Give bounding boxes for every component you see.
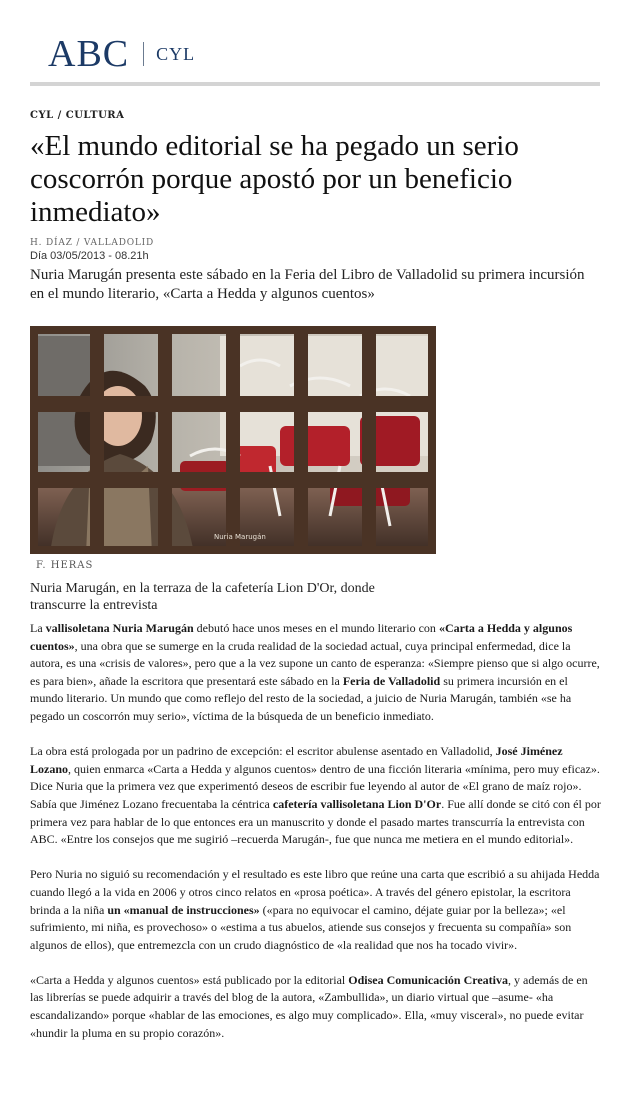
bold-phrase: Odisea Comunicación Creativa — [348, 972, 509, 987]
text-run: («para no equivocar el camino, déjate guiar por la belleza»; «el sufrimiento, mi niña, es provechoso» o «estima a tus abuelos, atiende sus consejos y frecuenta su compañía» son algunos de ellos), que entremezcla con un crudo diagnóstico de «la realidad que nos ha tocado vivir». — [30, 902, 572, 952]
bold-phrase: cafetería vallisoletana Lion D'Or — [272, 796, 442, 811]
article-paragraph — [30, 743, 602, 849]
article-photo — [30, 326, 436, 554]
text-run: , y además de en las librerías se puede adquirir a través del blog de la autora, «Zambullida», un diario virtual que –asume- «ha escandalizando» porque «hablar de las emociones, es algo muy complicado». Ella, «muy visceral», no puede evitar «hundir la pluma en su propio corazón». — [30, 972, 588, 1040]
photo-caption: Nuria Marugán, en la terraza de la cafetería Lion D'Or, donde transcurre la entrevista — [30, 581, 375, 613]
edition-label[interactable]: CYL — [156, 43, 196, 64]
bold-phrase: «Carta a Hedda y algunos cuentos» — [30, 621, 573, 653]
bold-phrase: José Jiménez Lozano — [30, 744, 563, 776]
masthead — [48, 32, 195, 76]
text-run: «Carta a Hedda y algunos cuentos» está publicado por la editorial — [30, 972, 349, 987]
bold-phrase: vallisoletana Nuria Marugán — [45, 621, 194, 635]
masthead-rule — [30, 82, 600, 86]
article-body — [30, 620, 602, 1060]
text-run: su primera incursión en el mundo literario. Un mundo que como reflejo del resto de la sociedad, a juicio de Nuria Marugán, también «se ha pegado un coscorrón muy serio», víctima de la búsqueda de un beneficio inmediato. — [30, 673, 572, 723]
bold-phrase: Feria de Valladolid — [342, 673, 441, 688]
text-run: Pero Nuria no siguió su recomendación y el resultado es este libro que reúne una carta que escribió a su ahijada Hedda cuando llegó a la vida en 2006 y otros cinco relatos en «prosa poética». A través del género epistolar, la escritora brinda a la niña — [30, 867, 600, 917]
article-paragraph — [30, 972, 602, 1042]
photo-credit: F. HERAS — [36, 560, 94, 571]
text-run: , quien enmarca «Carta a Hedda y algunos cuentos» dentro de una ficción literaria «mínima, pero muy eficaz». Dice Nuria que la primera vez que experimentó deseos de escribir fue leyendo al autor de «El grano de maíz rojo». Sabía que Jiménez Lozano frecuentaba la céntrica — [30, 761, 600, 811]
text-run: La — [30, 621, 46, 635]
text-run: . Fue allí donde se citó con él por primera vez para hablar de lo que entonces era un manuscrito y donde el pasado martes transcurría la entrevista con ABC. «Entre los consejos que me sugirió –recuerda Marugán-, fue que nunca me metiera en el mundo editorial». — [30, 796, 601, 847]
article-paragraph — [30, 620, 602, 726]
text-run: La obra está prologada por un padrino de excepción: el escritor abulense asentado en Valladolid, — [30, 744, 496, 759]
bold-phrase: un «manual de instrucciones» — [107, 902, 260, 917]
text-run: , una obra que se sumerge en la cruda realidad de la sociedad actual, cuya principal enfermedad, dice la autora, es una «crisis de valores», pero que a la vez supone un canto de esperanza: «Siempre pienso que si algo ocurre, es para bien», añade la escritora que presentará este sábado en la — [30, 638, 600, 688]
abc-logo[interactable]: ABC — [48, 33, 130, 75]
photo-sign-text: Nuria Marugán — [214, 533, 266, 541]
headline: «El mundo editorial se ha pegado un serio coscorrón porque apostó por un beneficio inmediato» — [30, 130, 519, 228]
text-run: debutó hace unos meses en el mundo literario con — [193, 621, 439, 635]
logo-divider — [143, 42, 144, 66]
section-label[interactable]: CYL / CULTURA — [30, 110, 125, 121]
subhead: Nuria Marugán presenta este sábado en la Feria del Libro de Valladolid su primera incursión en el mundo literario, «Carta a Hedda y algunos cuentos» — [30, 267, 585, 302]
byline: H. DÍAZ / VALLADOLID — [30, 238, 155, 248]
photo-illustration — [30, 326, 436, 554]
wooden-lattice — [30, 326, 436, 554]
article-paragraph — [30, 866, 602, 954]
dateline: Día 03/05/2013 - 08.21h — [30, 250, 149, 262]
